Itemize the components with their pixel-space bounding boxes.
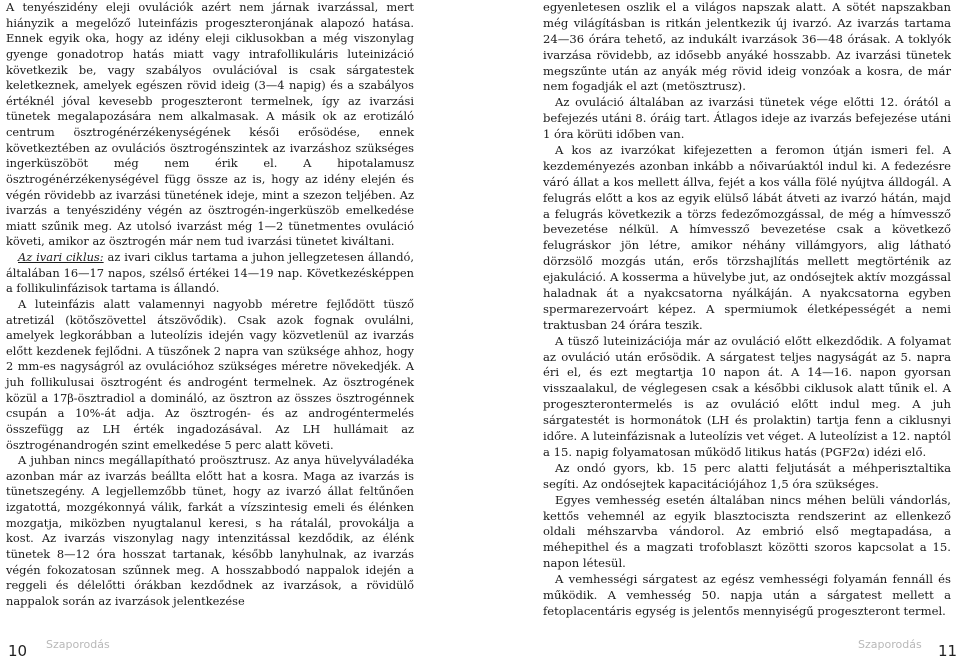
left-paragraph-4: A juhban nincs megállapítható proösztrusz. Az anya hüvelyváladéka azonban már az ivarzás beállta előtt hat a kosra. Maga az ivarzás is tünetszegény. A legjellemzőbb tünet, hogy az ivarzó állat feltűnően izgatottá, mozgékonnyá válik, farkát a vízszintesig emeli és élénken mozgatja, miközben nyugtalanul keresi, s ha rátalál, provokálja a kost. Az ivarzás viszonylag nagy intenzitással kezdődik, az élénk tünetek 8—12 óra hosszat tartanak, később lanyhulnak, az ivarzás végén fokozatosan szűnnek meg. A hosszabbodó nappalok idején a reggeli és délelőtti órákban kezdődnek az ivarzások, a rövidülő nappalok során az ivarzások jelentkezése (6, 453, 414, 608)
right-column (543, 0, 951, 620)
left-page-number: 10 (8, 642, 28, 660)
left-paragraph-2 (6, 250, 414, 297)
right-paragraph-3: A kos az ivarzókat kifejezetten a feromon útján ismeri fel. A kezdeményezés azonban inkább a nőivarúaktól indul ki. A fedezésre váró állat a kos mellett állva, fejét a kos válla fölé nyújtva álldogál. A felugrás előtt a kos az egyik elülső lábát átveti az ivarzó hátán, majd a felugrás következik a törzs fedezőmozgással, de még a hímvessző bevezetése nélkül. A hímvessző bevezetése csak a következő felugráskor jön létre, amikor néhány villámgyors, alig látható dörzsölő mozgás után, erős törzshajlítás mellett megtörténik az ejakuláció. A kosserma a hüvelybe jut, az ondósejtek aktív mozgással haladnak át a nyakcsatorna nyálkáján. A nyakcsatorna egyben spermarezervoárt képez. A spermiumok életképességét a nemi traktusban 24 órára teszik. (543, 143, 951, 332)
left-paragraph-1: A tenyészidény eleji ovulációk azért nem járnak ivarzással, mert hiányzik a megelőző luteinfázis progeszteronjának alapozó hatása. Ennek egyik oka, hogy az idény eleji ciklusokban a még viszonylag gyenge gonadotrop hatás miatt vagy intrafollikuláris luteinizáció következik be, vagy szabályos ovulációval is csak sárgatestek keletkeznek, amelyek egészen rövid ideig (3—4 napig) és a szabályos értéknél jóval kevesebb progeszteront termelnek, így az ivarzási tünetek megalapozására nem alkalmasak. A másik ok az erotizáló centrum ösztrogénérzékenységének késői erősödése, ennek következtében az ovulációs ösztrogénszintek az ivarzáshoz szükséges ingerküszöböt még nem érik el. A hipotalamusz ösztrogénérzékenységével függ össze az is, hogy az idény elején és végén rövidebb az ivarzási tünetének ideje, mint a szezon teljében. Az ivarzás a tenyészidény végén az ösztrogén-ingerküszöb emelkedése miatt szűnik meg. Az utolsó ivarzást még 1—2 tünetmentes ovuláció követi, amikor az ösztrogén már nem tud ivarzási tünetet kiváltani. (6, 0, 414, 249)
left-paragraph-3: A luteinfázis alatt valamennyi nagyobb méretre fejlődött tüsző atretizál (kötőszövettel átszövődik). Csak azok fognak ovulálni, amelyek legkorábban a luteolízis idején vagy közvetlenül az ivarzás előtt kezdenek fejlődni. A tüszőnek 2 napra van szüksége ahhoz, hogy 2 mm-es nagyságról az ovulációhoz szükséges méretre növekedjék. A juh follikulusai ösztrogént és androgént termelnek. Az ösztrogének közül a 17β-ösztradiol a domináló, az ösztron az összes ösztrogénnek csupán a 10%-át adja. Az ösztrogén- és az androgéntermelés összefügg az LH érték ingadozásával. Az LH hullámait az ösztrogénandrogén szint emelkedése 5 perc alatt követi. (6, 296, 414, 452)
ivari-ciklus-heading: Az ivari ciklus: (18, 250, 104, 264)
right-paragraph-1: egyenletesen oszlik el a világos napszak alatt. A sötét napszakban még világításban is ritkán jelentkezik új ivarzó. Az ivarzás tartama 24—36 órára tehető, az indukált ivarzások 36—48 órásak. A toklyók ivarzása rövidebb, az idősebb anyáké hosszabb. Az ivarzási tünetek megszűnte után az anyák még rövid ideig vonzóak a kosra, de már nem fogadják el azt (metösztrusz). (543, 0, 951, 94)
right-paragraph-2: Az ovuláció általában az ivarzási tünetek vége előtti 12. órától a befejezés utáni 8. óráig tart. Átlagos ideje az ivarzás befejezése utáni 1 óra körüti időben van. (543, 95, 951, 142)
right-paragraph-5: Az ondó gyors, kb. 15 perc alatti feljutását a méhperisztaltika segíti. Az ondósejtek kapacitációjához 1,5 óra szükséges. (543, 460, 951, 491)
right-paragraph-7: A vemhességi sárgatest az egész vemhességi folyamán fennáll és működik. A vemhesség 50. napja után a sárgatest mellett a fetoplacentáris egység is jelentős mennyiségű progeszteront termel. (543, 572, 951, 618)
right-footer-label: Szaporodás (858, 638, 922, 651)
right-page-number: 11 (938, 642, 958, 660)
left-footer-label: Szaporodás (46, 638, 110, 651)
right-paragraph-6: Egyes vemhesség esetén általában nincs méhen belüli vándorlás, kettős vehemnél az egyik blasztociszta rendszerint az ellenkező oldali méhszarvba vándorol. Az embrió első megtapadása, a méhepithel és a magzati trofoblaszt közötti szoros kapcsolat a 15. napon létesül. (543, 492, 951, 571)
left-paragraph-2-text: az ivari ciklus tartama a juhon jellegzetesen állandó, általában 16—17 napos, szélső értékei 14—19 nap. Következésképpen a follikulinfázisok tartama is állandó. (6, 250, 415, 296)
left-column (6, 0, 414, 609)
right-paragraph-4: A tüsző luteinizációja már az ovuláció előtt elkezdődik. A folyamat az ovuláció után erősödik. A sárgatest teljes nagyságát az 5. napra éri el, és ezt megtartja 10 napon át. A 14—16. napon gyorsan visszaalakul, de véglegesen csak a későbbi ciklusok alatt tűnik el. A progeszterontermelés is az ovuláció előtt indul meg. A juh sárgatestét is hormonátok (LH és prolaktin) tartja fenn a ciklusnyi időre. A luteinfázisnak a luteolízis vet véget. A luteolízist a 12. naptól a 15. napig folyamatosan működő litikus hatás (PGF2α) idézi elő. (543, 333, 951, 459)
